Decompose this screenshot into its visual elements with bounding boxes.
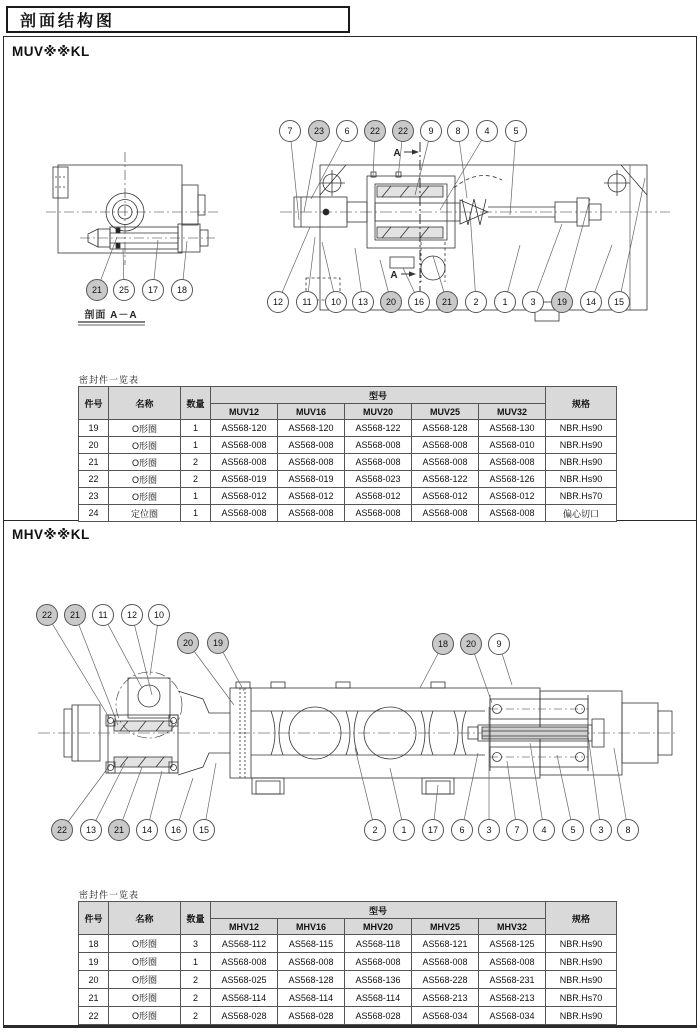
muv-sectional-drawing (30, 100, 680, 340)
part-callout-number: 9 (496, 639, 502, 650)
table-row: 21 O形圈 2 AS568-008 AS568-008 AS568-008 AS568-008 AS568-008 NBR.Hs90 (79, 454, 617, 471)
part-callout-number: 20 (465, 639, 477, 650)
col-header-part-no: 件号 (79, 902, 109, 935)
callout-leader-line (619, 178, 645, 302)
part-callout-number: 20 (182, 638, 194, 649)
table-row: 19 O形圈 1 AS568-008 AS568-008 AS568-008 AS568-008 AS568-008 NBR.Hs90 (79, 953, 617, 971)
seal-table-body (79, 935, 617, 1025)
model-header: MUV32 (479, 404, 546, 420)
model-header: MUV16 (278, 404, 345, 420)
part-callout-number: 21 (441, 297, 453, 308)
mhv-seal-table (78, 901, 617, 1025)
part-callout-number: 16 (413, 297, 425, 308)
callout-leader-line (440, 131, 487, 210)
section-marker-top: A (393, 148, 401, 159)
model-header: MUV20 (345, 404, 412, 420)
col-header-qty: 数量 (181, 902, 211, 935)
callout-leader-line (132, 615, 152, 695)
model-header: MHV12 (211, 919, 278, 935)
model-header: MUV25 (412, 404, 479, 420)
callout-leader-line (103, 615, 142, 688)
callout-leader-line (47, 615, 110, 719)
muv-seal-table (78, 386, 617, 522)
part-callout-number: 16 (170, 825, 182, 836)
col-header-qty: 数量 (181, 387, 211, 420)
part-callout-number: 7 (287, 126, 293, 137)
col-header-name: 名称 (109, 902, 181, 935)
part-callout-number: 4 (484, 126, 490, 137)
col-header-spec: 规格 (546, 387, 617, 420)
callout-leader-line (188, 643, 234, 705)
part-callout-number: 19 (212, 638, 224, 649)
col-header-name: 名称 (109, 387, 181, 420)
part-callout-number: 17 (147, 285, 159, 296)
col-header-part-no: 件号 (79, 387, 109, 420)
callout-leader-line (304, 131, 319, 212)
part-callout-number: 22 (397, 126, 409, 137)
section-heading-mhv: MHV※※KL (12, 527, 90, 542)
callout-leader-line (588, 735, 601, 830)
table-row: 24 定位圈 1 AS568-008 AS568-008 AS568-008 AS568-008 AS568-008 偏心切口 (79, 505, 617, 522)
part-callout-number: 1 (502, 297, 508, 308)
part-callout-number: 9 (428, 126, 434, 137)
callout-leader-line (470, 212, 476, 302)
part-callout-number: 7 (514, 825, 520, 836)
part-callout-number: 8 (455, 126, 461, 137)
part-callout-number: 5 (513, 126, 519, 137)
table-row: 20 O形圈 2 AS568-025 AS568-128 AS568-136 AS568-228 AS568-231 NBR.Hs90 (79, 971, 617, 989)
table-row: 23 O形圈 1 AS568-012 AS568-012 AS568-012 AS568-012 AS568-012 NBR.Hs70 (79, 488, 617, 505)
part-callout-number: 4 (541, 825, 547, 836)
part-callout-number: 14 (141, 825, 153, 836)
table-row: 22 O形圈 2 AS568-019 AS568-019 AS568-023 AS568-122 AS568-126 NBR.Hs90 (79, 471, 617, 488)
callout-leader-line (533, 224, 562, 302)
part-callout-number: 22 (369, 126, 381, 137)
mhv-sectional-drawing (30, 585, 680, 850)
model-header: MHV32 (479, 919, 546, 935)
part-callout-number: 3 (598, 825, 604, 836)
callout-leader-line (614, 748, 628, 830)
part-callout-number: 14 (585, 297, 597, 308)
part-callout-number: 1 (401, 825, 407, 836)
model-header: MHV16 (278, 919, 345, 935)
part-callout-number: 21 (91, 285, 103, 296)
part-callout-number: 12 (126, 610, 138, 621)
table-row: 20 O形圈 1 AS568-008 AS568-008 AS568-008 AS568-008 AS568-010 NBR.Hs90 (79, 437, 617, 454)
part-callout-number: 15 (613, 297, 625, 308)
part-callout-number: 10 (330, 297, 342, 308)
section-marker-bottom: A (390, 270, 398, 281)
table-row: 22 O形圈 2 AS568-028 AS568-028 AS568-028 AS568-034 AS568-034 NBR.Hs90 (79, 1007, 617, 1025)
callout-leader-line (278, 227, 310, 302)
seal-table-title-muv: 密封件一览表 (79, 375, 140, 385)
part-callout-number: 22 (41, 610, 53, 621)
part-callout-number: 13 (85, 825, 97, 836)
part-callout-number: 22 (56, 825, 68, 836)
callout-leader-line (562, 199, 590, 302)
callout-leader-line (557, 755, 573, 830)
part-callout-number: 25 (118, 285, 130, 296)
model-header: MHV25 (412, 919, 479, 935)
seal-table-title-mhv: 密封件一览表 (79, 890, 140, 900)
part-callout-number: 5 (570, 825, 576, 836)
section-heading-muv: MUV※※KL (12, 44, 90, 59)
part-callout-number: 19 (556, 297, 568, 308)
callout-leader-line (462, 753, 478, 830)
page-title: 剖面结构图 (20, 13, 116, 30)
table-row: 19 O形圈 1 AS568-120 AS568-120 AS568-122 AS568-128 AS568-130 NBR.Hs90 (79, 420, 617, 437)
table-row: 21 O形圈 2 AS568-114 AS568-114 AS568-114 AS568-213 AS568-213 NBR.Hs70 (79, 989, 617, 1007)
model-header: MUV12 (211, 404, 278, 420)
part-callout-number: 18 (176, 285, 188, 296)
section-view-label: 剖面 A－A (84, 310, 138, 321)
part-callout-number: 20 (385, 297, 397, 308)
part-callout-number: 17 (427, 825, 439, 836)
part-callout-number: 23 (313, 126, 325, 137)
part-callout-number: 6 (459, 825, 465, 836)
part-callout-number: 21 (69, 610, 81, 621)
col-header-model-group: 型号 (211, 902, 546, 919)
part-callout-number: 18 (437, 639, 449, 650)
part-callout-number: 11 (98, 610, 108, 621)
part-callout-number: 10 (153, 610, 165, 621)
part-callout-number: 13 (357, 297, 369, 308)
callout-leader-line (530, 743, 544, 830)
model-header: MHV20 (345, 919, 412, 935)
callout-layer (87, 121, 646, 313)
callout-leader-line (510, 131, 516, 215)
mhv-line-art (38, 672, 675, 794)
part-callout-number: 2 (473, 297, 479, 308)
part-callout-number: 2 (372, 825, 378, 836)
part-callout-number: 21 (113, 825, 125, 836)
part-callout-number: 3 (486, 825, 492, 836)
part-callout-number: 12 (272, 297, 284, 308)
page-title-box (6, 6, 350, 33)
part-callout-number: 6 (344, 126, 350, 137)
table-row: 18 O形圈 3 AS568-112 AS568-115 AS568-118 AS568-121 AS568-125 NBR.Hs90 (79, 935, 617, 953)
callout-leader-line (355, 748, 375, 830)
callout-leader-line (290, 131, 299, 220)
part-callout-number: 15 (198, 825, 210, 836)
part-callout-number: 11 (302, 297, 312, 308)
col-header-spec: 规格 (546, 902, 617, 935)
part-callout-number: 3 (530, 297, 536, 308)
seal-table-body (79, 420, 617, 522)
part-callout-number: 8 (625, 825, 631, 836)
col-header-model-group: 型号 (211, 387, 546, 404)
